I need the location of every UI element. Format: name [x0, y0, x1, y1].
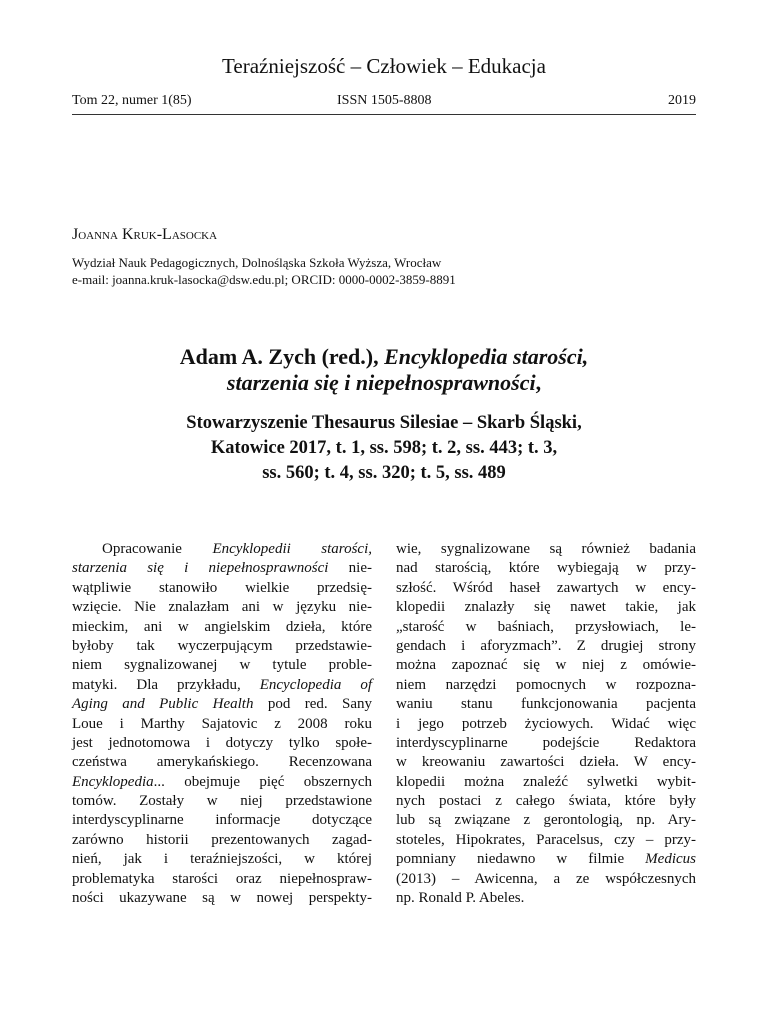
text-line: [396, 889, 696, 908]
text-run: lub są związane z gerontologią, np. Ary-: [396, 812, 696, 829]
publisher: Stowarzyszenie Thesaurus Silesiae – Skarb Śląski,: [186, 413, 582, 433]
text-line: [72, 773, 372, 792]
italic-title-run: Encyklopedii starości,: [212, 541, 372, 557]
text-line: [72, 618, 372, 637]
publication-info: [72, 411, 696, 486]
italic-title-run: Encyclopedia of: [259, 676, 373, 693]
text-line: [396, 676, 696, 695]
text-run: mieckim, ani w angielskim dzieła, które: [72, 618, 372, 635]
text-line: [396, 598, 696, 617]
text-run: stoteles, Hipokrates, Paracelsus, czy – przy-: [396, 831, 696, 848]
author-name: Joanna Kruk-Lasocka: [72, 226, 218, 243]
text-run: ... obejmuje pięć obszernych: [153, 773, 372, 790]
text-line: [396, 753, 696, 772]
pages-line-2: ss. 560; t. 4, ss. 320; t. 5, ss. 489: [262, 463, 506, 483]
publication-year: 2019: [668, 93, 696, 108]
text-line: [72, 540, 372, 559]
italic-title-run: Aging and Public Health: [72, 696, 254, 713]
text-line: [396, 831, 696, 850]
text-run: pomniany niedawno w filmie: [396, 851, 646, 868]
text-run: szłość. Wśród haseł zawartych w ency-: [396, 579, 696, 596]
body-column-left: [72, 540, 372, 908]
text-run: nych postaci z całego świata, które były: [396, 793, 696, 810]
text-line: [72, 792, 372, 811]
text-line: [72, 811, 372, 830]
text-line: [396, 734, 696, 753]
text-line: [396, 773, 696, 792]
text-line: [396, 850, 696, 869]
text-run: czeństwa amerykańskiego. Recenzowana: [72, 754, 372, 771]
text-line: [72, 734, 372, 753]
journal-title: Teraźniejszość – Człowiek – Edukacja: [222, 54, 546, 78]
text-run: interdyscyplinarne podejście Redaktora: [396, 734, 696, 751]
book-title-part-1: Encyklopedia starości,: [384, 344, 589, 369]
text-run: np. Ronald P. Abeles.: [396, 890, 525, 907]
text-run: zarówno historii prezentowanych zagad-: [72, 831, 372, 848]
text-line: [72, 559, 372, 578]
text-line: [72, 870, 372, 889]
text-run: (2013) – Awicenna, a ze współczesnych: [396, 870, 696, 887]
text-line: [396, 540, 696, 559]
text-line: [72, 850, 372, 869]
text-line: [72, 579, 372, 598]
text-run: Opracowanie: [102, 541, 213, 557]
text-run: matyki. Dla przykładu,: [72, 676, 260, 693]
text-run: „starość w baśniach, przysłowiach, le-: [396, 618, 696, 635]
text-line: [72, 753, 372, 772]
issn: ISSN 1505-8808: [337, 93, 432, 108]
volume-number: Tom 22, numer 1(85): [72, 93, 192, 108]
reviewed-book-title: [72, 344, 696, 396]
author-contact: e-mail: joanna.kruk-lasocka@dsw.edu.pl; ORCID: 0000-0002-3859-8891: [72, 272, 456, 287]
text-line: [72, 695, 372, 714]
text-line: [396, 656, 696, 675]
italic-title-run: Encyklopedia: [72, 773, 154, 790]
text-run: wie, sygnalizowane są również badania: [396, 541, 696, 557]
text-run: pod red. Sany: [253, 696, 372, 713]
text-line: [396, 811, 696, 830]
text-run: niem narzędzi pomocnych w rozpozna-: [396, 676, 696, 693]
text-run: ności ukazywane są w nowej perspekty-: [72, 890, 372, 907]
text-line: [396, 618, 696, 637]
italic-title-run: starzenia się i niepełnosprawności: [72, 560, 329, 577]
text-line: [72, 637, 372, 656]
text-line: [396, 559, 696, 578]
text-line: [72, 889, 372, 908]
book-editor: Adam A. Zych (red.),: [179, 344, 385, 369]
text-run: tomów. Zostały w niej przedstawione: [72, 793, 372, 810]
text-line: [72, 831, 372, 850]
title-line-2: [72, 370, 696, 396]
text-run: klopedii znalazły się nawet takie, jak: [396, 599, 696, 616]
text-line: [396, 637, 696, 656]
text-line: [396, 870, 696, 889]
text-run: byłoby tak wyczerpującym przedstawie-: [72, 637, 372, 654]
book-title-part-2: starzenia się i niepełnosprawności: [226, 370, 536, 395]
text-line: [72, 715, 372, 734]
text-run: w kreowaniu zawartości dzieła. W ency-: [396, 754, 696, 771]
text-run: nad starością, które wybiegają w przy-: [396, 560, 696, 577]
title-comma: ,: [535, 370, 542, 395]
text-run: klopedii można znaleźć sylwetki wybit-: [396, 773, 696, 790]
italic-title-run: Medicus: [645, 851, 696, 868]
text-run: wątpliwie stanowiło wielkie przedsię-: [72, 579, 372, 596]
text-line: [396, 715, 696, 734]
text-run: nień, jak i teraźniejszości, w której: [72, 851, 372, 868]
text-line: [72, 676, 372, 695]
text-run: Loue i Marthy Sajatovic z 2008 roku: [72, 715, 372, 732]
text-line: [396, 792, 696, 811]
text-run: interdyscyplinarne informacje dotyczące: [72, 812, 372, 829]
text-run: nie-: [328, 560, 372, 577]
text-line: [72, 656, 372, 675]
text-run: gendach i aforyzmach”. Z drugiej strony: [396, 637, 696, 654]
text-run: wzięcie. Nie znalazłam ani w języku nie-: [72, 599, 372, 616]
text-line: [396, 579, 696, 598]
text-line: [72, 598, 372, 617]
text-run: waniu stanu funkcjonowania pacjenta: [396, 696, 696, 713]
text-line: [396, 695, 696, 714]
text-run: i jego potrzeb życiowych. Widać więc: [396, 715, 696, 732]
title-line-1: [72, 344, 696, 370]
text-run: jest jednotomowa i dotyczy tylko społe-: [72, 734, 372, 751]
pages-line-1: Katowice 2017, t. 1, ss. 598; t. 2, ss. 443; t. 3,: [210, 438, 558, 458]
text-run: problematyka starości oraz niepełnospraw-: [72, 870, 372, 887]
text-run: niem sygnalizowanej w tytule proble-: [72, 657, 372, 674]
author-affiliation: Wydział Nauk Pedagogicznych, Dolnośląska Szkoła Wyższa, Wrocław: [72, 255, 442, 270]
text-run: można zapoznać się w niej z omówie-: [396, 657, 696, 674]
header-divider: [72, 114, 696, 115]
body-column-right: [396, 540, 696, 908]
